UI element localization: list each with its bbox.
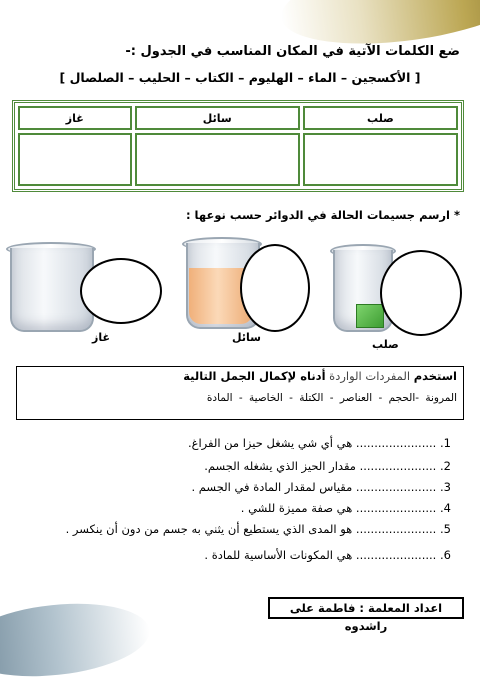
corner-decoration	[0, 595, 153, 684]
gas-answer-cell[interactable]	[18, 133, 132, 186]
liquid-drawing-circle[interactable]	[240, 244, 310, 332]
question-2: .2 ..................... مقدار الحيز الذي يشغله الجسم.	[204, 459, 451, 473]
question-1: .1 ...................... هي أي شي يشغل حيزا من الفراغ.	[187, 436, 451, 450]
question-5: .5 ...................... هو المدى الذي يستطيع أن يثني به جسم من دون أن ينكسر .	[65, 522, 451, 536]
question-text: ..................... مقدار الحيز الذي يشغله الجسم.	[204, 459, 437, 473]
gas-drawing-circle[interactable]	[80, 258, 162, 324]
word-list: [ الأكسجين – الماء – الهليوم – الكتاب – الحليب – الصلصال ]	[59, 70, 421, 85]
liquid-label: سائل	[232, 331, 261, 344]
header-liquid: سائل	[135, 106, 300, 130]
instruction-heading: ضع الكلمات الآتية في المكان المناسب في الجدول :-	[125, 44, 460, 59]
classification-table	[12, 100, 464, 192]
question-text: ...................... هي صفة مميزة للشي .	[240, 501, 437, 515]
vocab-words: المرونة -الحجم - العناصر - الكتلة - الخاصية - المادة	[206, 392, 457, 404]
vocab-heading: استخدم المفردات الواردة أدناه لإكمال الجمل التالية	[183, 369, 457, 383]
question-6: .6 ...................... هي المكونات الأساسية للمادة .	[204, 548, 451, 562]
header-gas: غاز	[18, 106, 132, 130]
solid-label: صلب	[372, 338, 399, 351]
draw-instruction: * ارسم جسيمات الحالة في الدوائر حسب نوعها :	[185, 208, 460, 222]
question-3: .3 ...................... مقياس لمقدار المادة في الجسم .	[191, 480, 451, 494]
header-solid: صلب	[303, 106, 458, 130]
question-4: .4 ...................... هي صفة مميزة للشي .	[240, 501, 451, 515]
solid-answer-cell[interactable]	[303, 133, 458, 186]
question-text: ...................... هي المكونات الأساسية للمادة .	[204, 548, 437, 562]
question-text: ...................... مقياس لمقدار المادة في الجسم .	[191, 480, 437, 494]
solid-drawing-circle[interactable]	[380, 250, 462, 336]
question-text: ...................... هي أي شي يشغل حيزا من الفراغ.	[187, 436, 437, 450]
vocab-box	[16, 366, 464, 420]
liquid-answer-cell[interactable]	[135, 133, 300, 186]
question-text: ...................... هو المدى الذي يستطيع أن يثني به جسم من دون أن ينكسر .	[65, 522, 437, 536]
gas-label: غاز	[92, 331, 110, 344]
teacher-credit: اعداد المعلمة : فاطمة على راشدوه	[268, 597, 464, 619]
